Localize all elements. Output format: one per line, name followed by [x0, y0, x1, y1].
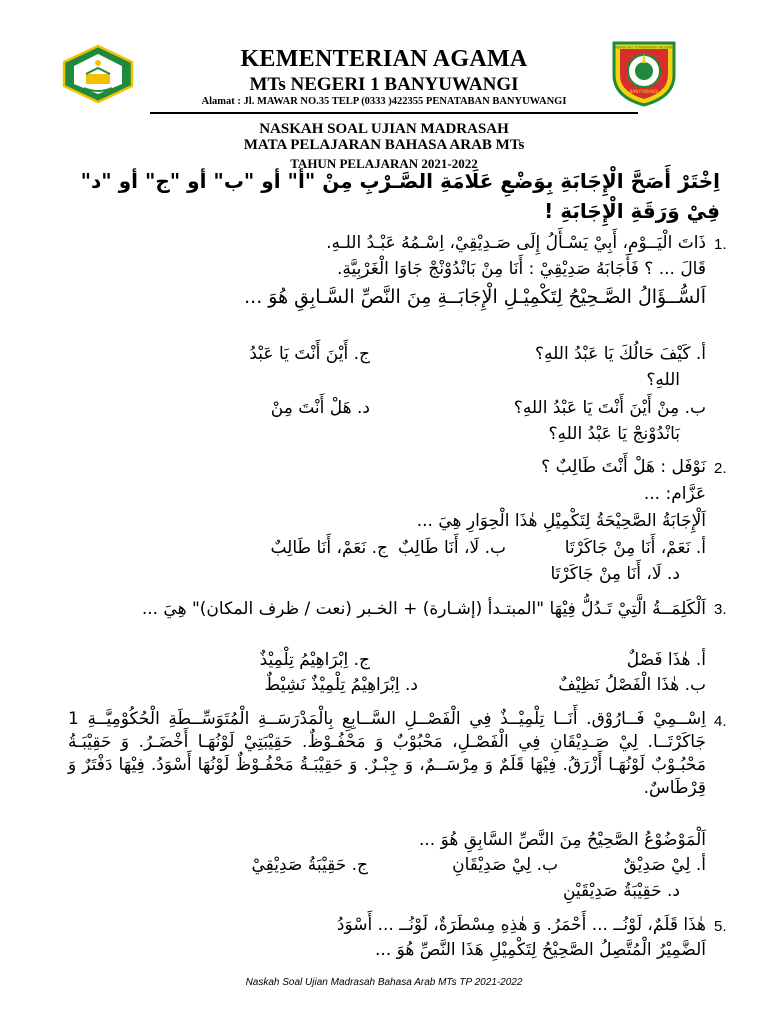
q3-option-c: ج. اِبْرَاهِيْمُ تِلْمِيْذٌ: [259, 650, 370, 670]
kemenag-logo: [62, 44, 134, 104]
q3-option-a: أ. هٰذَا فَصْلٌ: [626, 650, 706, 670]
q1-question: اَلسُّــؤَالُ الصَّـحِيْحُ لِتَكْمِيْـلِ الْإِجَابَــةِ مِنَ النَّصِّ السَّـابِقِ هُوَ ...: [244, 286, 706, 308]
school-address: Alamat : Jl. MAWAR NO.35 TELP (0333 )422355 PENATABAN BANYUWANGI: [201, 96, 567, 107]
q4-option-c: ج. حَقِيْبَةُ صَدِيْقِيْ: [251, 855, 368, 875]
subject-title: MATA PELAJARAN BAHASA ARAB MTs: [243, 137, 525, 153]
question-number: 1.: [714, 236, 727, 253]
school-logo-bottom-text: BANYUWANGI: [629, 89, 659, 94]
q3-question: اَلْكَلِمَــةُ الَّتِيْ تَـدُلُّ فِيْهَا "المبتـدأ (إشـارة) + الخـبر (نعت / ظرف المكان)" هِيَ ...: [141, 599, 706, 619]
q2-dialogue-line: نَوْفَل : هَلْ أَنْتَ طَالِبٌ ؟: [541, 457, 706, 477]
q4-passage: اِسْــمِيْ فَــارُوْق. أَنَــا تِلْمِيْــذٌ فِي الْفَصْــلِ السَّــابِعِ بِالْمَدْرَسَــةِ الْمُتَوَسِّــطَةِ الْحُكُوْمِيَّــةِ 1 جَاكَرْتَــا. لِيْ صَـدِيْقَانِ فِي الْفَصْـلِ، مَحْبُوْبٌ وَ مَحْفُـوْظٌ. حَقِيْبَتِيْ لَوْنُهَـا أَخْضَـرُ. وَ حَقِيْبَـةُ مَحْبُـوْبٌ لَوْنُهَـا أَزْرَقُ. فِيْهَا قَلَمٌ وَ مِرْسَــمٌ، وَ جِبْـرٌ. وَ حَقِيْبَـةُ مَحْفُـوْظٌ لَوْنُهَا أَسْوَدُ. فِيْهَا دَفْتَرٌ وَ قِرْطَاسٌ.: [68, 709, 706, 798]
school-name: MTs NEGERI 1 BANYUWANGI: [249, 74, 519, 95]
q3-option-b: ب. هٰذَا الْفَصْلُ نَظِيْفٌ: [558, 675, 706, 695]
q1-option-a: أ. كَيْفَ حَالُكَ يَا عَبْدُ اللهِ؟: [535, 344, 706, 364]
academic-year: TAHUN PELAJARAN 2021-2022: [290, 156, 478, 171]
ministry-name: KEMENTERIAN AGAMA: [240, 46, 528, 72]
q4-option-d: د. حَقِيْبَةُ صَدِيْقَيْنِ: [562, 881, 680, 901]
q1-option-c: ج. أَيْنَ أَنْتَ يَا عَبْدُ: [249, 344, 370, 364]
q2-option-d: د. لَا، أَنَا مِنْ جَاكَرْتَا: [550, 564, 680, 584]
q5-question: اَلضَّمِيْرُ الْمُتَّصِلُ الصَّحِيْحُ لِتَكْمِيْلِ هَذَا النَّصِّ هُوَ ...: [375, 940, 706, 960]
question-number: 4.: [714, 713, 727, 730]
page-footer: Naskah Soal Ujian Madrasah Bahasa Arab MTs TP 2021-2022: [245, 977, 523, 988]
school-logo-top-text: MADRASAH TSANAWIYAH NEGERI 1: [612, 45, 676, 50]
q2-question: اَلْإِجَابَةُ الصَّحِيْحَةُ لِتَكْمِيْلِ هٰذَا الْحِوَارِ هِيَ ...: [416, 511, 706, 531]
q2-option-a: أ. نَعَمْ، أَنَا مِنْ جَاكَرْتَا: [564, 538, 706, 558]
q1-text-line: قَالَ ... ؟ فَأَجَابَهُ صَدِيْقِيْ : أَنَا مِنْ بَانْدُوْنْجْ جَاوَا الْغَرْبِيَّةِ.: [336, 259, 706, 279]
q5-text-line: هٰذَا قَلَمٌ، لَوْنُــ ... أَحْمَرُ. وَ هٰذِهِ مِسْطَرَةٌ، لَوْنُــ ... أَسْوَدُ: [336, 915, 706, 935]
school-logo: [608, 39, 680, 107]
letterhead: [0, 0, 768, 118]
question-number: 2.: [714, 460, 727, 477]
header-divider: [150, 112, 638, 114]
question-number: 3.: [714, 601, 727, 618]
q1-option-b: ب. مِنْ أَيْنَ أَنْتَ يَا عَبْدُ اللهِ؟: [513, 398, 706, 418]
q2-dialogue-line: عَزَّام: ...: [643, 484, 706, 504]
exam-instruction: اِخْتَرْ أَصَحَّ الْإِجَابَةِ بِوَضْعِ عَلَامَةِ الصَّـرْبِ مِنْ "أ" أو "ب" أو "ج" أو "د" فِيْ وَرَقَةِ الْإِجَابَةِ !: [80, 169, 720, 223]
q4-option-a: أ. لِيْ صَدِيْقٌ: [623, 855, 706, 875]
exam-title: NASKAH SOAL UJIAN MADRASAH: [259, 121, 509, 137]
question-number: 5.: [714, 918, 727, 935]
q2-option-b: ب. لَا، أَنَا طَالِبٌ: [397, 538, 506, 558]
q1-text-line: ذَاتَ الْيَــوْمِ، أَبِيْ يَسْـأَلُ إِلَى صَـدِيْقِيْ، اِسْـمُهُ عَبْـدُ اللـهِ.: [326, 233, 706, 253]
q1-option-c-cont: اللهِ؟: [646, 370, 680, 390]
q4-option-b: ب. لِيْ صَدِيْقَانِ: [452, 855, 558, 875]
q3-option-d: د. اِبْرَاهِيْمُ تِلْمِيْذٌ نَشِيْطٌ: [264, 675, 418, 695]
q1-option-d-cont: بَانْدُوْنجْ يَا عَبْدُ اللهِ؟: [548, 424, 680, 444]
q4-question: اَلْمَوْضُوْعُ الصَّحِيْحُ مِنَ النَّصِّ السَّابِقِ هُوَ ...: [418, 830, 706, 850]
q2-option-c: ج. نَعَمْ، أَنَا طَالِبٌ: [270, 538, 388, 558]
q1-option-d: د. هَلْ أَنْتَ مِنْ: [270, 398, 370, 418]
